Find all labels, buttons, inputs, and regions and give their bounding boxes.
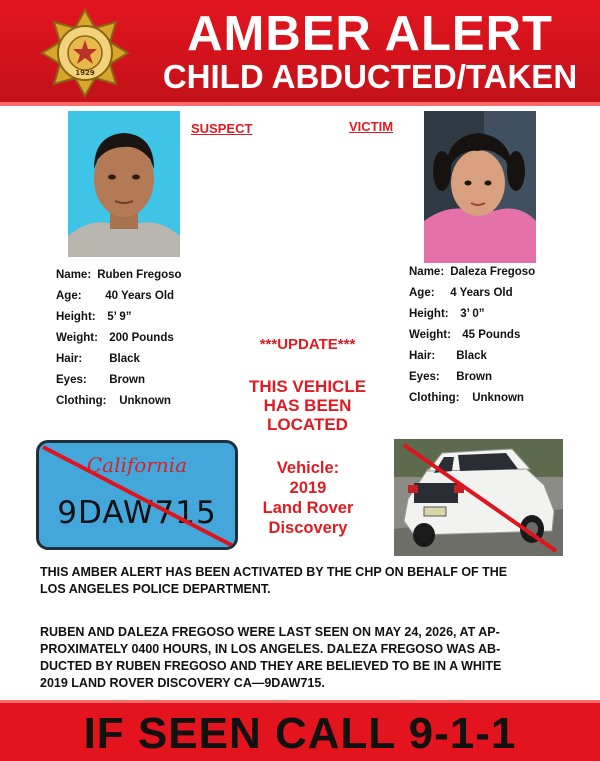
suspect-age-row	[56, 286, 182, 307]
victim-eyes-row	[409, 367, 535, 388]
victim-name-row	[409, 262, 535, 283]
field-key: Name:	[56, 269, 92, 281]
paragraph-line: PROXIMATELY 0400 HOURS, IN LOS ANGELES. DALEZA FREGOSO WAS AB-	[40, 642, 501, 656]
paragraph-line: THIS AMBER ALERT HAS BEEN ACTIVATED BY THE CHP ON BEHALF OF THE	[40, 565, 508, 579]
field-value: 45 Pounds	[462, 329, 521, 341]
located-line-1: THIS VEHICLE	[248, 377, 367, 396]
field-key: Height:	[409, 308, 449, 320]
field-value: Unknown	[119, 395, 171, 407]
field-key: Name:	[409, 266, 445, 278]
field-value: 200 Pounds	[109, 332, 174, 344]
field-value: 3’ 0”	[460, 308, 485, 320]
paragraph-line: DUCTED BY RUBEN FREGOSO AND THEY ARE BELIEVED TO BE IN A WHITE	[40, 659, 502, 673]
update-heading: ***UPDATE***	[259, 336, 356, 353]
victim-weight-row	[409, 325, 535, 346]
header-banner	[0, 0, 600, 106]
suspect-height-row	[56, 307, 182, 328]
field-key: Height:	[56, 311, 96, 323]
suspect-weight-row	[56, 328, 182, 349]
vehicle-model: Discovery	[268, 519, 348, 537]
vehicle-make: Land Rover	[262, 499, 354, 517]
call-911-text: IF SEEN CALL 9-1-1	[83, 709, 517, 758]
field-value: Black	[109, 353, 140, 365]
suspect-hair-row	[56, 349, 182, 370]
field-value: 4 Years Old	[450, 287, 513, 299]
cross-out-icon	[39, 443, 238, 550]
vehicle-label: Vehicle:	[276, 459, 340, 477]
field-value: Brown	[109, 374, 145, 386]
plate-number: 9DAW715	[57, 495, 217, 531]
victim-height-row	[409, 304, 535, 325]
footer-banner	[0, 700, 600, 761]
field-key: Weight:	[56, 332, 98, 344]
vehicle-year: 2019	[289, 479, 327, 497]
field-key: Age:	[56, 290, 82, 302]
page-title: AMBER ALERT	[187, 7, 553, 61]
field-key: Weight:	[409, 329, 451, 341]
suspect-photo	[68, 111, 180, 257]
field-value: Daleza Fregoso	[450, 266, 536, 278]
located-line-3: LOCATED	[267, 415, 348, 434]
paragraph-line: 2019 LAND ROVER DISCOVERY CA—9DAW715.	[40, 676, 325, 690]
field-value: 5’ 9”	[107, 311, 132, 323]
located-line-2: HAS BEEN	[263, 396, 352, 415]
victim-hair-row	[409, 346, 535, 367]
victim-age-row	[409, 283, 535, 304]
field-value: Unknown	[472, 392, 524, 404]
field-value: Ruben Fregoso	[97, 269, 182, 281]
victim-info	[409, 262, 535, 409]
badge-year: 1929	[75, 69, 95, 77]
plate-state: California	[86, 453, 188, 477]
chp-badge-icon	[40, 8, 130, 98]
field-value: Black	[456, 350, 487, 362]
field-key: Eyes:	[409, 371, 440, 383]
vehicle-located-notice	[220, 377, 395, 434]
page-subtitle: CHILD ABDUCTED/TAKEN	[162, 58, 578, 95]
vehicle-description	[233, 458, 383, 538]
field-key: Hair:	[409, 350, 436, 362]
paragraph-line: RUBEN AND DALEZA FREGOSO WERE LAST SEEN ON MAY 24, 2026, AT AP-	[40, 625, 500, 639]
suspect-eyes-row	[56, 370, 182, 391]
suspect-name-row	[56, 265, 182, 286]
field-key: Age:	[409, 287, 435, 299]
field-value: 40 Years Old	[105, 290, 175, 302]
field-value: Brown	[456, 371, 492, 383]
license-plate	[36, 440, 238, 550]
suspect-info	[56, 265, 182, 412]
field-key: Clothing:	[409, 392, 460, 404]
vehicle-photo	[394, 439, 563, 556]
paragraph-line: LOS ANGELES POLICE DEPARTMENT.	[40, 582, 271, 596]
victim-photo	[424, 111, 536, 263]
suspect-clothing-row	[56, 391, 182, 412]
victim-clothing-row	[409, 388, 535, 409]
victim-label: VICTIM	[349, 119, 394, 134]
suspect-label: SUSPECT	[191, 121, 253, 136]
field-key: Clothing:	[56, 395, 107, 407]
field-key: Eyes:	[56, 374, 87, 386]
field-key: Hair:	[56, 353, 83, 365]
details-paragraph	[40, 624, 565, 692]
activation-paragraph	[40, 564, 565, 598]
